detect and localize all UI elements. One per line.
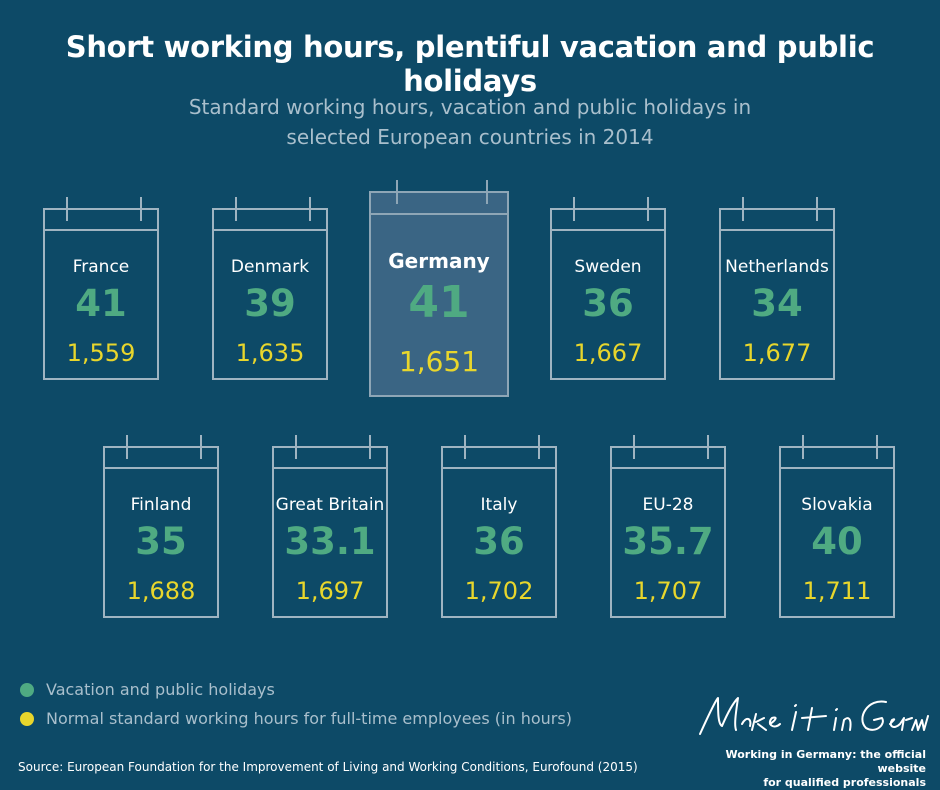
calendar-ring-left	[633, 435, 635, 459]
legend-vacation	[20, 680, 275, 699]
vacation-value: 33.1	[284, 520, 376, 563]
country-label: Denmark	[230, 257, 310, 277]
calendar-header-line	[274, 467, 386, 469]
vacation-value: 36	[582, 282, 634, 325]
country-label: Sweden	[574, 257, 642, 277]
working-hours-value: 1,677	[742, 339, 812, 367]
calendar-ring-right	[876, 435, 878, 459]
calendar-ring-left	[396, 180, 398, 204]
calendar-header-line	[612, 467, 724, 469]
vacation-value: 34	[751, 282, 803, 325]
vacation-value: 40	[811, 520, 863, 563]
calendar-ring-right	[486, 180, 488, 204]
working-hours-value: 1,711	[802, 577, 872, 605]
chart-subtitle	[0, 92, 940, 152]
legend-hours-dot	[20, 712, 34, 726]
calendar-ring-right	[816, 197, 818, 221]
country-label: France	[72, 257, 130, 277]
vacation-value: 41	[408, 277, 470, 328]
calendar-ring-right	[369, 435, 371, 459]
subtitle-line-1: Standard working hours, vacation and public holidays in	[188, 95, 752, 119]
calendar-ring-right	[538, 435, 540, 459]
country-label: Germany	[388, 249, 490, 273]
legend-hours	[20, 709, 572, 728]
calendar-ring-left	[66, 197, 68, 221]
calendar-card-netherlands	[719, 208, 835, 380]
legend-vacation-label: Vacation and public holidays	[46, 680, 275, 699]
brand-tagline	[700, 748, 926, 790]
legend-hours-label: Normal standard working hours for full-time employees (in hours)	[46, 709, 572, 728]
calendar-card-germany	[369, 191, 509, 397]
working-hours-value: 1,651	[398, 345, 480, 378]
calendar-ring-left	[126, 435, 128, 459]
working-hours-value: 1,697	[295, 577, 365, 605]
calendar-card-great-britain	[272, 446, 388, 618]
legend-vacation-dot	[20, 683, 34, 697]
calendar-header-line	[45, 229, 157, 231]
calendar-card-italy	[441, 446, 557, 618]
calendar-ring-left	[235, 197, 237, 221]
calendar-ring-left	[742, 197, 744, 221]
calendar-ring-left	[464, 435, 466, 459]
vacation-value: 36	[473, 520, 525, 563]
subtitle-line-2: selected European countries in 2014	[286, 125, 654, 149]
country-label: Great Britain	[275, 495, 385, 515]
working-hours-value: 1,688	[126, 577, 196, 605]
calendar-card-eu-28	[610, 446, 726, 618]
vacation-value: 35	[135, 520, 187, 563]
calendar-card-france	[43, 208, 159, 380]
vacation-value: 35.7	[622, 520, 714, 563]
calendar-ring-left	[573, 197, 575, 221]
working-hours-value: 1,702	[464, 577, 534, 605]
tagline-line-2: for qualified professionals	[763, 776, 926, 789]
calendar-ring-right	[309, 197, 311, 221]
vacation-value: 41	[75, 282, 127, 325]
working-hours-value: 1,707	[633, 577, 703, 605]
country-label: Slovakia	[801, 495, 873, 515]
source-note: Source: European Foundation for the Improvement of Living and Working Conditions, Eurofound (2015)	[18, 760, 638, 774]
calendar-card-slovakia	[779, 446, 895, 618]
make-it-in-germany-logo	[696, 690, 932, 740]
calendar-ring-right	[647, 197, 649, 221]
vacation-value: 39	[244, 282, 296, 325]
country-label: Italy	[480, 495, 518, 515]
working-hours-value: 1,635	[235, 339, 305, 367]
calendar-ring-left	[295, 435, 297, 459]
tagline-line-1: Working in Germany: the official website	[725, 748, 926, 775]
calendar-header-line	[443, 467, 555, 469]
calendar-header-line	[781, 467, 893, 469]
country-label: Netherlands	[725, 257, 829, 277]
working-hours-value: 1,559	[66, 339, 136, 367]
calendar-header-line	[721, 229, 833, 231]
calendar-card-denmark	[212, 208, 328, 380]
country-label: EU-28	[642, 495, 694, 515]
calendar-ring-right	[707, 435, 709, 459]
calendar-ring-right	[140, 197, 142, 221]
working-hours-value: 1,667	[573, 339, 643, 367]
calendar-header-line	[371, 213, 507, 215]
calendar-card-sweden	[550, 208, 666, 380]
chart-title: Short working hours, plentiful vacation and public holidays	[65, 30, 875, 98]
calendar-header-line	[552, 229, 664, 231]
calendar-header-line	[214, 229, 326, 231]
country-label: Finland	[130, 495, 192, 515]
calendar-card-finland	[103, 446, 219, 618]
calendar-ring-left	[802, 435, 804, 459]
calendar-ring-right	[200, 435, 202, 459]
calendar-header-line	[105, 467, 217, 469]
